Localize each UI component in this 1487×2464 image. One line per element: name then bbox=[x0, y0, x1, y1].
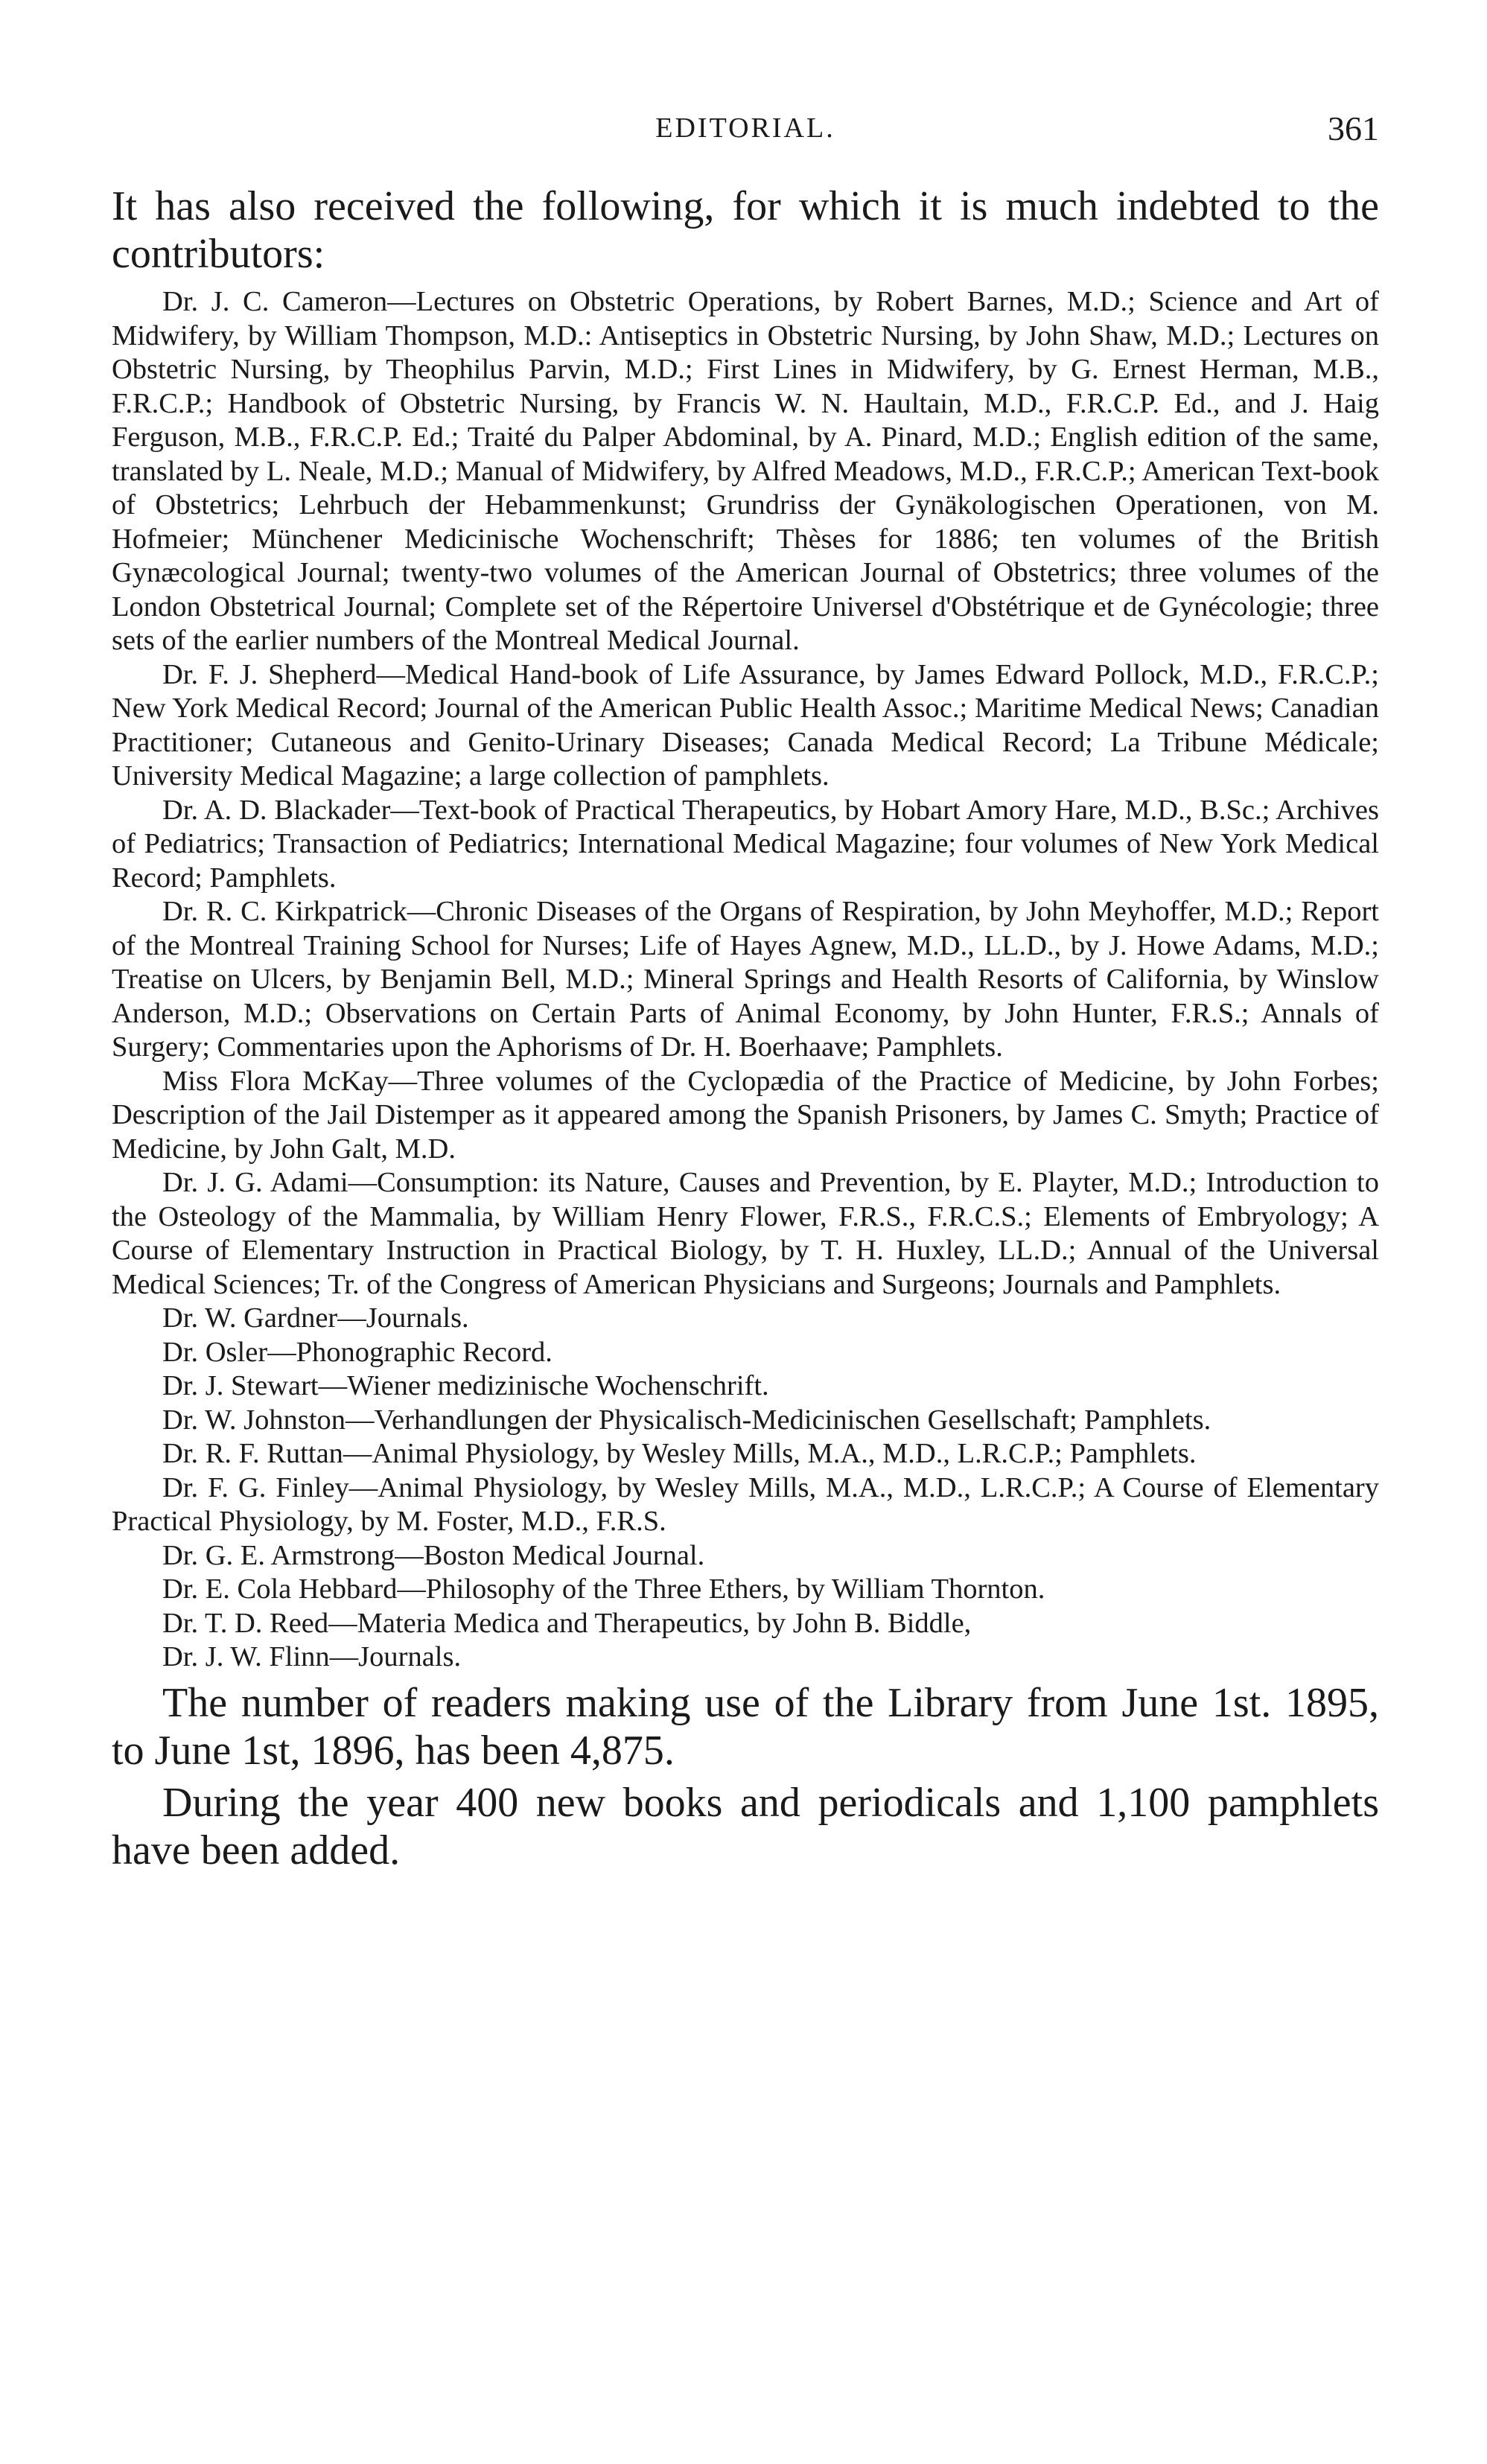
contributor-entry: Dr. W. Johnston—Verhandlungen der Physicalisch-Medicinischen Gesellschaft; Pamphlets. bbox=[162, 1404, 1211, 1436]
contributor-entry: Miss Flora McKay—Three volumes of the Cyclopædia of the Practice of Medicine, by John Forbes; Description of the Jail Distemper as it appeared among the Spanish Prisoners, by James C. Smyth; Practice of Medicine, by John Galt, M.D. bbox=[112, 1065, 1379, 1165]
contributor-entry: Dr. J. Stewart—Wiener medizinische Wochenschrift. bbox=[162, 1370, 769, 1401]
contributor-entry: Dr. A. D. Blackader—Text-book of Practical Therapeutics, by Hobart Amory Hare, M.D., B.Sc.; Archives of Pediatrics; Transaction of Pediatrics; International Medical Magazine; four volumes of New York Medical Record; Pamphlets. bbox=[112, 794, 1379, 894]
contributor-entry: Dr. Osler—Phonographic Record. bbox=[162, 1336, 553, 1368]
contributor-entry: Dr. F. G. Finley—Animal Physiology, by Wesley Mills, M.A., M.D., L.R.C.P.; A Course of Elementary Practical Physiology, by M. Foster, M.D., F.R.S. bbox=[112, 1471, 1379, 1537]
contributor-entry: Dr. J. C. Cameron—Lectures on Obstetric Operations, by Robert Barnes, M.D.; Science and Art of Midwifery, by William Thompson, M.D.: Antiseptics in Obstetric Nursing, by John Shaw, M.D.; Lectures on Obstetric Nursing, by Theophilus Parvin, M.D.; First Lines in Midwifery, by G. Ernest Herman, M.B., F.R.C.P.; Handbook of Obstetric Nursing, by Francis W. N. Haultain, M.D., F.R.C.P. Ed., and J. Haig Ferguson, M.B., F.R.C.P. Ed.; Traité du Palper Abdominal, by A. Pinard, M.D.; English edition of the same, translated by L. Neale, M.D.; Manual of Midwifery, by Alfred Meadows, M.D., F.R.C.P.; American Text-book of Obstetrics; Lehrbuch der Hebammenkunst; Grundriss der Gynäkologischen Operationen, von M. Hofmeier; Münchener Medicinische Wochenschrift; Thèses for 1886; ten volumes of the British Gynæcological Journal; twenty-two volumes of the American Journal of Obstetrics; three volumes of the London Obstetrical Journal; Complete set of the Répertoire Universel d'Obstétrique et de Gynécologie; three sets of the earlier numbers of the Montreal Medical Journal. bbox=[112, 286, 1379, 656]
contributor-entry: Dr. E. Cola Hebbard—Philosophy of the Three Ethers, by William Thornton. bbox=[162, 1573, 1045, 1605]
contributor-entry: Dr. J. G. Adami—Consumption: its Nature, Causes and Prevention, by E. Playter, M.D.; Introduction to the Osteology of the Mammalia, by William Henry Flower, F.R.S., F.R.C.S.; Elements of Embryology; A Course of Elementary Instruction in Practical Biology, by T. H. Huxley, LL.D.; Annual of the Universal Medical Sciences; Tr. of the Congress of American Physicians and Surgeons; Journals and Pamphlets. bbox=[112, 1167, 1379, 1300]
library-additions-paragraph: During the year 400 new books and periodicals and 1,100 pamphlets have been added. bbox=[112, 1779, 1379, 1874]
library-readers-paragraph: The number of readers making use of the Library from June 1st. 1895, to June 1st, 1896, has been 4,875. bbox=[112, 1679, 1379, 1774]
contributor-entry: Dr. J. W. Flinn—Journals. bbox=[162, 1641, 462, 1672]
contributor-entry: Dr. T. D. Reed—Materia Medica and Therapeutics, by John B. Biddle, bbox=[162, 1607, 972, 1639]
running-header bbox=[112, 109, 1379, 164]
page-number: 361 bbox=[1328, 109, 1379, 147]
contributor-entry: Dr. R. F. Ruttan—Animal Physiology, by Wesley Mills, M.A., M.D., L.R.C.P.; Pamphlets. bbox=[162, 1438, 1197, 1469]
contributor-list bbox=[112, 285, 1379, 1675]
contributor-entry: Dr. G. E. Armstrong—Boston Medical Journal. bbox=[162, 1539, 705, 1571]
contributor-entry: Dr. R. C. Kirkpatrick—Chronic Diseases of the Organs of Respiration, by John Meyhoffer, M.D.; Report of the Montreal Training School for Nurses; Life of Hayes Agnew, M.D., LL.D., by J. Howe Adams, M.D.; Treatise on Ulcers, by Benjamin Bell, M.D.; Mineral Springs and Health Resorts of California, by Winslow Anderson, M.D.; Observations on Certain Parts of Animal Economy, by John Hunter, F.R.S.; Annals of Surgery; Commentaries upon the Aphorisms of Dr. H. Boerhaave; Pamphlets. bbox=[112, 896, 1379, 1063]
intro-paragraph: It has also received the following, for which it is much indebted to the contributors: bbox=[112, 183, 1379, 277]
article-body bbox=[112, 182, 1379, 1874]
contributor-entry: Dr. F. J. Shepherd—Medical Hand-book of Life Assurance, by James Edward Pollock, M.D., F.R.C.P.; New York Medical Record; Journal of the American Public Health Assoc.; Maritime Medical News; Canadian Practitioner; Cutaneous and Genito-Urinary Diseases; Canada Medical Record; La Tribune Médicale; University Medical Magazine; a large collection of pamphlets. bbox=[112, 658, 1379, 792]
contributor-entry: Dr. W. Gardner—Journals. bbox=[162, 1302, 469, 1334]
running-title: EDITORIAL. bbox=[655, 112, 835, 144]
